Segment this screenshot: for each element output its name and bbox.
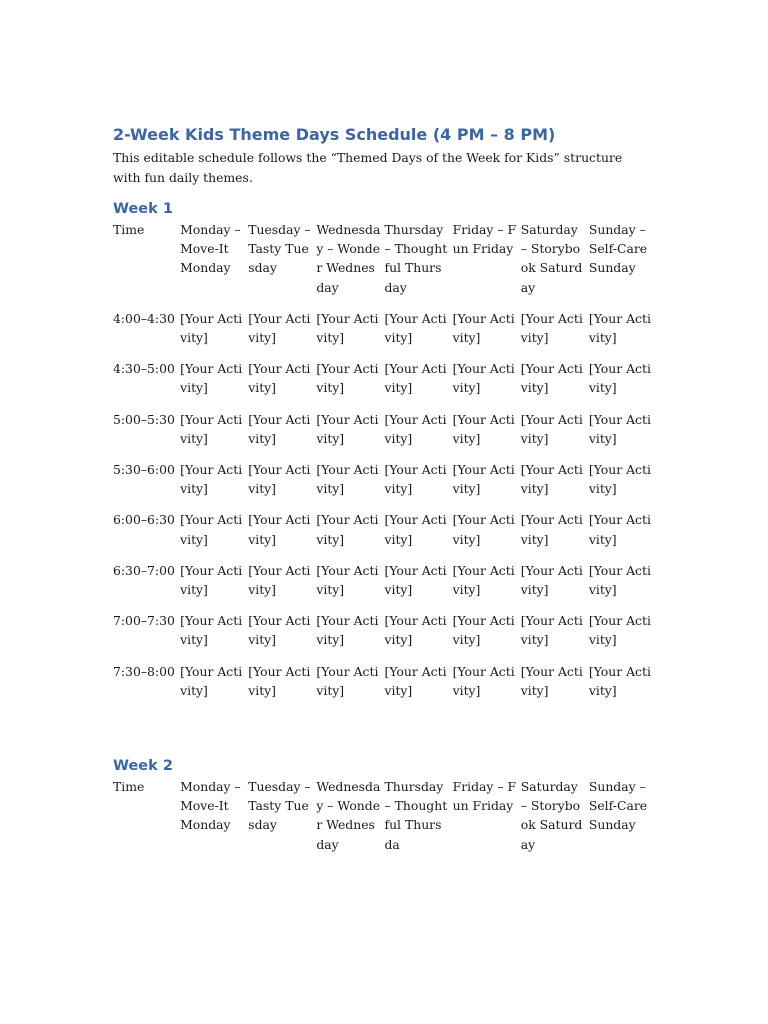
column-header-time: Time [113,779,145,795]
page-title: 2-Week Kids Theme Days Schedule (4 PM – 8 PM) [113,125,556,144]
time-slot-cell: 7:00–7:30 [113,613,175,629]
activity-cell[interactable]: [Your Activity] [384,361,447,396]
column-header-friday: Friday – Fun Friday [452,222,517,257]
activity-cell[interactable]: [Your Activity] [452,310,515,346]
time-slot-cell: 4:00–4:30 [113,310,175,326]
activity-cell[interactable]: [Your Activity] [588,361,651,396]
activity-cell[interactable]: [Your Activity] [520,613,583,648]
table-header-row [113,220,657,309]
activity-cell[interactable]: [Your Activity] [520,562,583,598]
column-header-wednesday: Wednesday – Wonder Wednesday [316,222,381,295]
activity-cell[interactable]: [Your Activity] [316,411,379,446]
activity-cell[interactable]: [Your Activity] [588,411,651,446]
week-1-heading: Week 1 [113,201,173,217]
activity-cell[interactable]: [Your Activity] [316,663,379,698]
activity-cell[interactable]: [Your Activity] [384,411,447,446]
time-slot-cell: 6:00–6:30 [113,512,175,528]
activity-cell[interactable]: [Your Activity] [520,663,583,698]
column-header-tuesday: Tuesday – Tasty Tuesday [248,779,311,833]
activity-cell[interactable]: [Your Activity] [180,512,243,547]
document-page [113,124,653,866]
intro-paragraph: This editable schedule follows the “Themed Days of the Week for Kids” structure with fun daily themes. [113,150,623,185]
table-row [113,611,657,661]
column-header-tuesday: Tuesday – Tasty Tuesday [248,222,311,276]
activity-cell[interactable]: [Your Activity] [248,462,311,497]
activity-cell[interactable]: [Your Activity] [248,613,311,648]
time-slot-cell: 5:00–5:30 [113,411,175,427]
week-1-table [113,220,657,712]
activity-cell[interactable]: [Your Activity] [588,562,651,598]
activity-cell[interactable]: [Your Activity] [452,512,515,547]
activity-cell[interactable]: [Your Activity] [180,613,243,648]
column-header-thursday: Thursday – Thoughtful Thursda [384,779,448,852]
activity-cell[interactable]: [Your Activity] [384,613,447,648]
column-header-saturday: Saturday – Storybook Saturday [520,222,583,295]
column-header-wednesday: Wednesday – Wonder Wednesday [316,779,381,852]
activity-cell[interactable]: [Your Activity] [520,411,583,446]
activity-cell[interactable]: [Your Activity] [588,310,651,346]
table-row [113,561,657,611]
activity-cell[interactable]: [Your Activity] [520,462,583,497]
activity-cell[interactable]: [Your Activity] [180,663,243,698]
activity-cell[interactable]: [Your Activity] [180,361,243,396]
activity-cell[interactable]: [Your Activity] [180,462,243,497]
activity-cell[interactable]: [Your Activity] [384,512,447,547]
time-slot-cell: 5:30–6:00 [113,462,175,478]
table-row [113,410,657,460]
table-header-row [113,777,657,866]
activity-cell[interactable]: [Your Activity] [316,462,379,497]
activity-cell[interactable]: [Your Activity] [452,361,515,396]
activity-cell[interactable]: [Your Activity] [520,310,583,346]
column-header-time: Time [113,222,145,237]
activity-cell[interactable]: [Your Activity] [316,562,379,598]
activity-cell[interactable]: [Your Activity] [316,310,379,346]
activity-cell[interactable]: [Your Activity] [248,411,311,446]
activity-cell[interactable]: [Your Activity] [452,663,515,698]
table-row [113,662,657,712]
activity-cell[interactable]: [Your Activity] [180,310,243,346]
activity-cell[interactable]: [Your Activity] [180,411,243,446]
activity-cell[interactable]: [Your Activity] [248,512,311,547]
week-2-heading: Week 2 [113,758,173,775]
activity-cell[interactable]: [Your Activity] [384,462,447,497]
column-header-sunday: Sunday – Self-Care Sunday [588,222,648,276]
column-header-sunday: Sunday – Self-Care Sunday [588,779,648,833]
activity-cell[interactable]: [Your Activity] [248,562,311,598]
time-slot-cell: 7:30–8:00 [113,663,175,679]
table-row [113,510,657,560]
activity-cell[interactable]: [Your Activity] [180,562,243,598]
activity-cell[interactable]: [Your Activity] [384,663,447,698]
table-row [113,359,657,409]
activity-cell[interactable]: [Your Activity] [452,562,515,598]
column-header-friday: Friday – Fun Friday [452,779,517,814]
time-slot-cell: 6:30–7:00 [113,562,175,578]
time-slot-cell: 4:30–5:00 [113,361,175,377]
activity-cell[interactable]: [Your Activity] [384,562,447,598]
column-header-monday: Monday – Move-It Monday [180,779,241,833]
activity-cell[interactable]: [Your Activity] [452,613,515,648]
table-row [113,460,657,510]
activity-cell[interactable]: [Your Activity] [588,512,651,547]
column-header-thursday: Thursday – Thoughtful Thursday [384,222,448,295]
column-header-saturday: Saturday – Storybook Saturday [520,779,583,852]
activity-cell[interactable]: [Your Activity] [316,361,379,396]
activity-cell[interactable]: [Your Activity] [384,310,447,346]
activity-cell[interactable]: [Your Activity] [316,613,379,648]
table-row [113,309,657,359]
activity-cell[interactable]: [Your Activity] [588,462,651,497]
activity-cell[interactable]: [Your Activity] [588,613,651,648]
activity-cell[interactable]: [Your Activity] [588,663,651,698]
activity-cell[interactable]: [Your Activity] [452,462,515,497]
column-header-monday: Monday – Move-It Monday [180,222,241,276]
activity-cell[interactable]: [Your Activity] [520,512,583,547]
activity-cell[interactable]: [Your Activity] [452,411,515,446]
activity-cell[interactable]: [Your Activity] [520,361,583,396]
activity-cell[interactable]: [Your Activity] [248,663,311,698]
activity-cell[interactable]: [Your Activity] [248,361,311,396]
activity-cell[interactable]: [Your Activity] [316,512,379,547]
activity-cell[interactable]: [Your Activity] [248,310,311,346]
week-2-table [113,777,657,866]
